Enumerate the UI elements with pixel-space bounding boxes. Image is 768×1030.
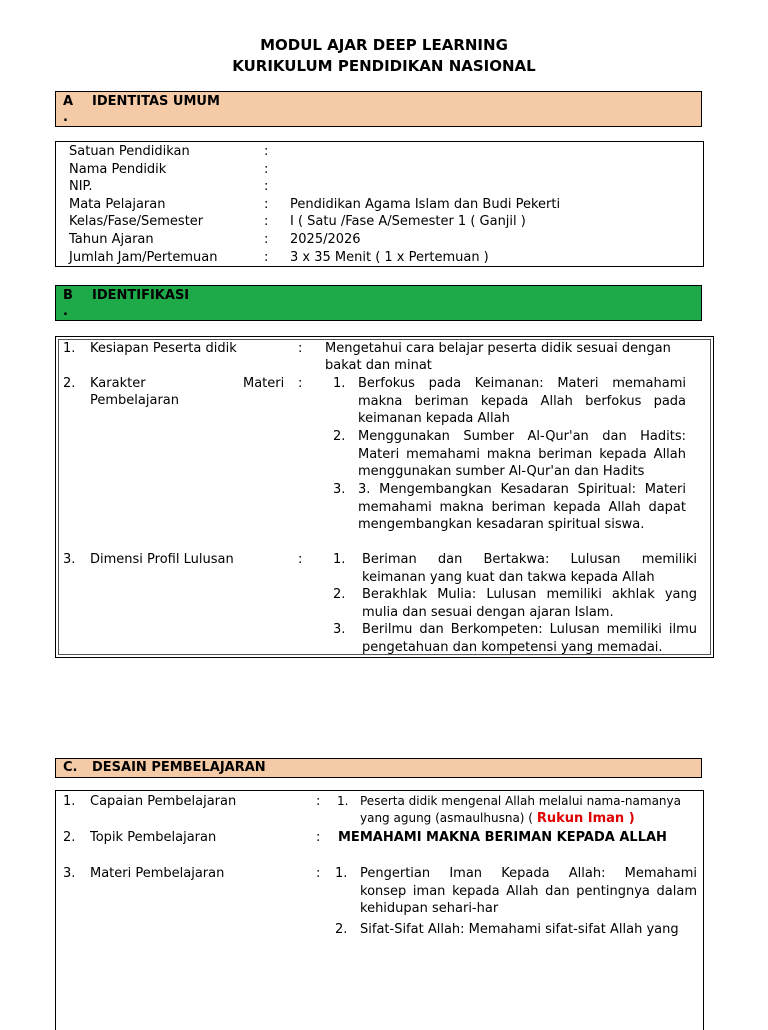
list-item-line: Berakhlak Mulia: Lulusan memiliki akhlak yang: [362, 587, 697, 602]
c1-line1: Peserta didik mengenal Allah melalui nama-namanya: [360, 794, 681, 808]
identitas-colon: :: [264, 196, 269, 212]
list-item-text: [360, 865, 697, 918]
b1-value-line1: Mengetahui cara belajar peserta didik sesuai dengan: [325, 341, 671, 356]
list-item-number: 2.: [333, 587, 346, 602]
identitas-value: I ( Satu /Fase A/Semester 1 ( Ganjil ): [290, 214, 526, 230]
identitas-label: Kelas/Fase/Semester: [69, 214, 204, 230]
list-item-line: Berilmu dan Berkompeten: Lulusan memiliki ilmu: [362, 622, 697, 637]
identitas-colon: :: [264, 232, 269, 247]
c2-label: Topik Pembelajaran: [90, 830, 217, 845]
list-item-line: keimanan yang kuat dan takwa kepada Allah: [362, 569, 655, 585]
list-item-number: 2.: [335, 922, 348, 937]
c1-number: 1.: [63, 794, 76, 809]
b1-colon: :: [298, 341, 303, 356]
document-title-line2: KURIKULUM PENDIDIKAN NASIONAL: [232, 57, 536, 75]
identitas-label: Jumlah Jam/Pertemuan: [69, 249, 218, 265]
c1-line2-text: yang agung (asmaulhusna) (: [360, 811, 533, 825]
section-c-title: DESAIN PEMBELAJARAN: [92, 760, 266, 775]
c1-subnum: 1.: [337, 794, 349, 808]
list-item-text: [362, 586, 697, 621]
section-b-letter: B: [63, 288, 73, 303]
c2-number: 2.: [63, 830, 76, 845]
identitas-colon: :: [264, 144, 269, 159]
list-item-line: Berfokus pada Keimanan: Materi memahami: [358, 376, 686, 391]
identitas-label: NIP.: [69, 179, 93, 195]
list-item-line: makna beriman kepada Allah berfokus pada: [358, 393, 686, 409]
list-item-number: 1.: [333, 552, 346, 567]
section-b-dot: .: [63, 304, 68, 319]
list-item-text: [360, 921, 697, 939]
b2-label-b: Materi: [243, 376, 285, 391]
c3-number: 3.: [63, 866, 76, 881]
list-item-number: 2.: [333, 429, 346, 444]
list-item-text: [358, 375, 686, 428]
b3-label: Dimensi Profil Lulusan: [90, 552, 234, 567]
list-item-number: 1.: [333, 376, 346, 391]
section-a-title: IDENTITAS UMUM: [92, 94, 220, 109]
list-item-line: 3. Mengembangkan Kesadaran Spiritual: Materi: [358, 482, 686, 497]
identitas-colon: :: [264, 161, 269, 177]
identitas-value: 2025/2026: [290, 232, 361, 247]
list-item-line: Materi memahami makna beriman kepada Allah: [358, 446, 686, 462]
b2-colon: :: [298, 376, 303, 391]
c1-line2: [360, 810, 635, 827]
b2-label-a: Karakter: [90, 376, 146, 391]
list-item-text: [358, 481, 686, 534]
identitas-label: Tahun Ajaran: [69, 232, 154, 247]
identitas-label: Satuan Pendidikan: [69, 144, 190, 159]
document-title-line1: MODUL AJAR DEEP LEARNING: [260, 36, 508, 54]
list-item-line: menggunakan sumber Al-Qur'an dan Hadits: [358, 464, 645, 479]
list-item-line: memahami makna beriman kepada Allah dapat: [358, 499, 686, 515]
section-c-header: [55, 758, 702, 778]
list-item-text: [358, 428, 686, 481]
list-item-number: 3.: [333, 482, 346, 497]
b2-number: 2.: [63, 376, 76, 391]
list-item-line: Sifat-Sifat Allah: Memahami sifat-sifat Allah yang: [360, 922, 679, 937]
section-c-letter: C.: [63, 760, 78, 775]
section-a-dot: .: [63, 110, 68, 125]
list-item-line: konsep iman kepada Allah dan pentingnya dalam: [360, 883, 697, 899]
topik-pembelajaran-value: MEMAHAMI MAKNA BERIMAN KEPADA ALLAH: [338, 830, 667, 845]
list-item-number: 1.: [335, 866, 348, 881]
section-b-header: [55, 285, 702, 321]
b3-number: 3.: [63, 552, 76, 567]
rukun-iman-highlight: Rukun Iman ): [536, 811, 635, 826]
list-item-line: Beriman dan Bertakwa: Lulusan memiliki: [362, 552, 697, 567]
identitas-colon: :: [264, 249, 269, 265]
list-item-line: mulia dan sesuai dengan ajaran Islam.: [362, 604, 614, 620]
section-b-title: IDENTIFIKASI: [92, 288, 190, 303]
c3-colon: :: [316, 866, 321, 881]
list-item-line: kehidupan sehari-har: [360, 901, 499, 916]
c2-colon: :: [316, 830, 321, 845]
identitas-label: Nama Pendidik: [69, 161, 167, 177]
list-item-line: pengetahuan dan kompetensi yang memadai.: [362, 639, 663, 655]
c1-label: Capaian Pembelajaran: [90, 794, 237, 809]
c3-label: Materi Pembelajaran: [90, 866, 225, 881]
identitas-value: 3 x 35 Menit ( 1 x Pertemuan ): [290, 249, 489, 265]
list-item-number: 3.: [333, 622, 346, 637]
identitas-colon: :: [264, 179, 269, 195]
b3-colon: :: [298, 552, 303, 567]
identitas-value: Pendidikan Agama Islam dan Budi Pekerti: [290, 196, 561, 212]
list-item-text: [362, 551, 697, 586]
section-a-letter: A: [63, 94, 74, 109]
list-item-line: keimanan kepada Allah: [358, 411, 510, 426]
b1-label: Kesiapan Peserta didik: [90, 341, 237, 356]
identitas-label: Mata Pelajaran: [69, 196, 166, 212]
list-item-line: Pengertian Iman Kepada Allah: Memahami: [360, 866, 697, 881]
b1-value-line2: bakat dan minat: [325, 358, 432, 373]
b2-label-c: Pembelajaran: [90, 393, 179, 408]
section-a-header: [55, 91, 702, 127]
b1-number: 1.: [63, 341, 76, 356]
list-item-line: Menggunakan Sumber Al-Qur'an dan Hadits:: [358, 429, 686, 444]
list-item-text: [362, 621, 697, 656]
identitas-colon: :: [264, 214, 269, 230]
c1-colon: :: [316, 794, 321, 809]
list-item-line: mengembangkan kesadaran spiritual siswa.: [358, 517, 645, 532]
